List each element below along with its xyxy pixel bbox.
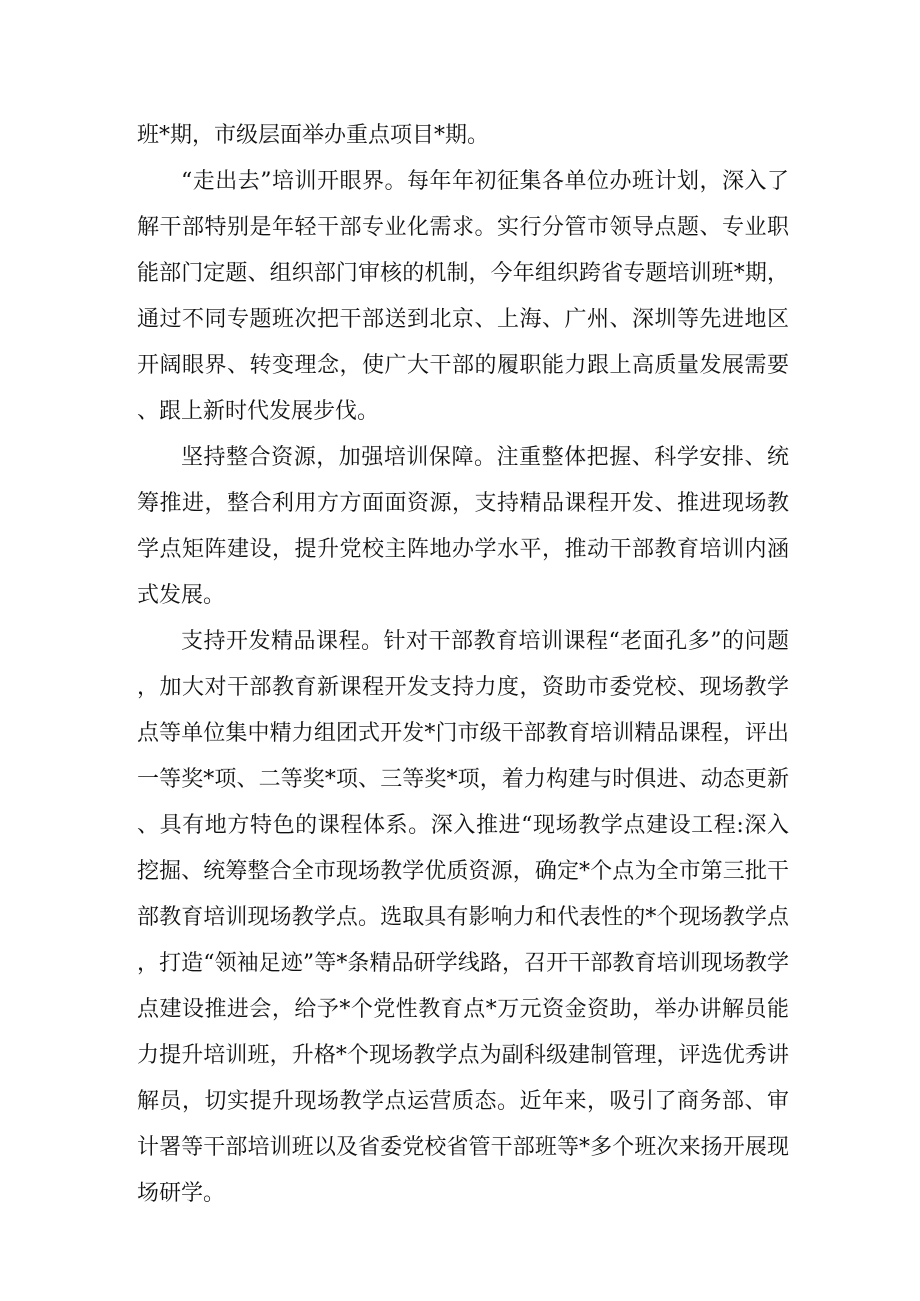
paragraph-continuation: 班*期，市级层面举办重点项目*期。 (137, 123, 490, 148)
paragraph-go-out-training: “走出去”培训开眼界。每年年初征集各单位办班计划，深入了解干部特别是年轻干部专业化需求。实行分管市领导点题、专业职能部门定题、组织部门审核的机制，今年组织跨省专题培训班*期，通过不同专题班次把干部送到北京、上海、广州、深圳等先进地区开阔眼界、转变理念，使广大干部的履职能力跟上高质量发展需要、跟上新时代发展步伐。 (137, 169, 789, 424)
paragraph-quality-courses: 支持开发精品课程。针对干部教育培训课程“老面孔多”的问题，加大对干部教育新课程开发支持力度，资助市委党校、现场教学点等单位集中精力组团式开发*门市级干部教育培训精品课程，评出一等奖*项、二等奖*项、三等奖*项，着力构建与时俱进、动态更新、具有地方特色的课程体系。深入推进“现场教学点建设工程:深入挖掘、统筹整合全市现场教学优质资源，确定*个点为全市第三批干部教育培训现场教学点。选取具有影响力和代表性的*个现场教学点，打造“领袖足迹”等*条精品研学线路，召开干部教育培训现场教学点建设推进会，给予*个党性教育点*万元资金资助，举办讲解员能力提升培训班，升格*个现场教学点为副科级建制管理，评选优秀讲解员，切实提升现场教学点运营质态。近年来，吸引了商务部、审计署等干部培训班以及省委党校省管干部班等*多个班次来扬开展现场研学。 (137, 629, 789, 1206)
paragraph-integrate-resources: 坚持整合资源，加强培训保障。注重整体把握、科学安排、统筹推进，整合利用方方面面资源，支持精品课程开发、推进现场教学点矩阵建设，提升党校主阵地办学水平，推动干部教育培训内涵式发展。 (137, 445, 789, 608)
document-body (137, 113, 789, 1217)
